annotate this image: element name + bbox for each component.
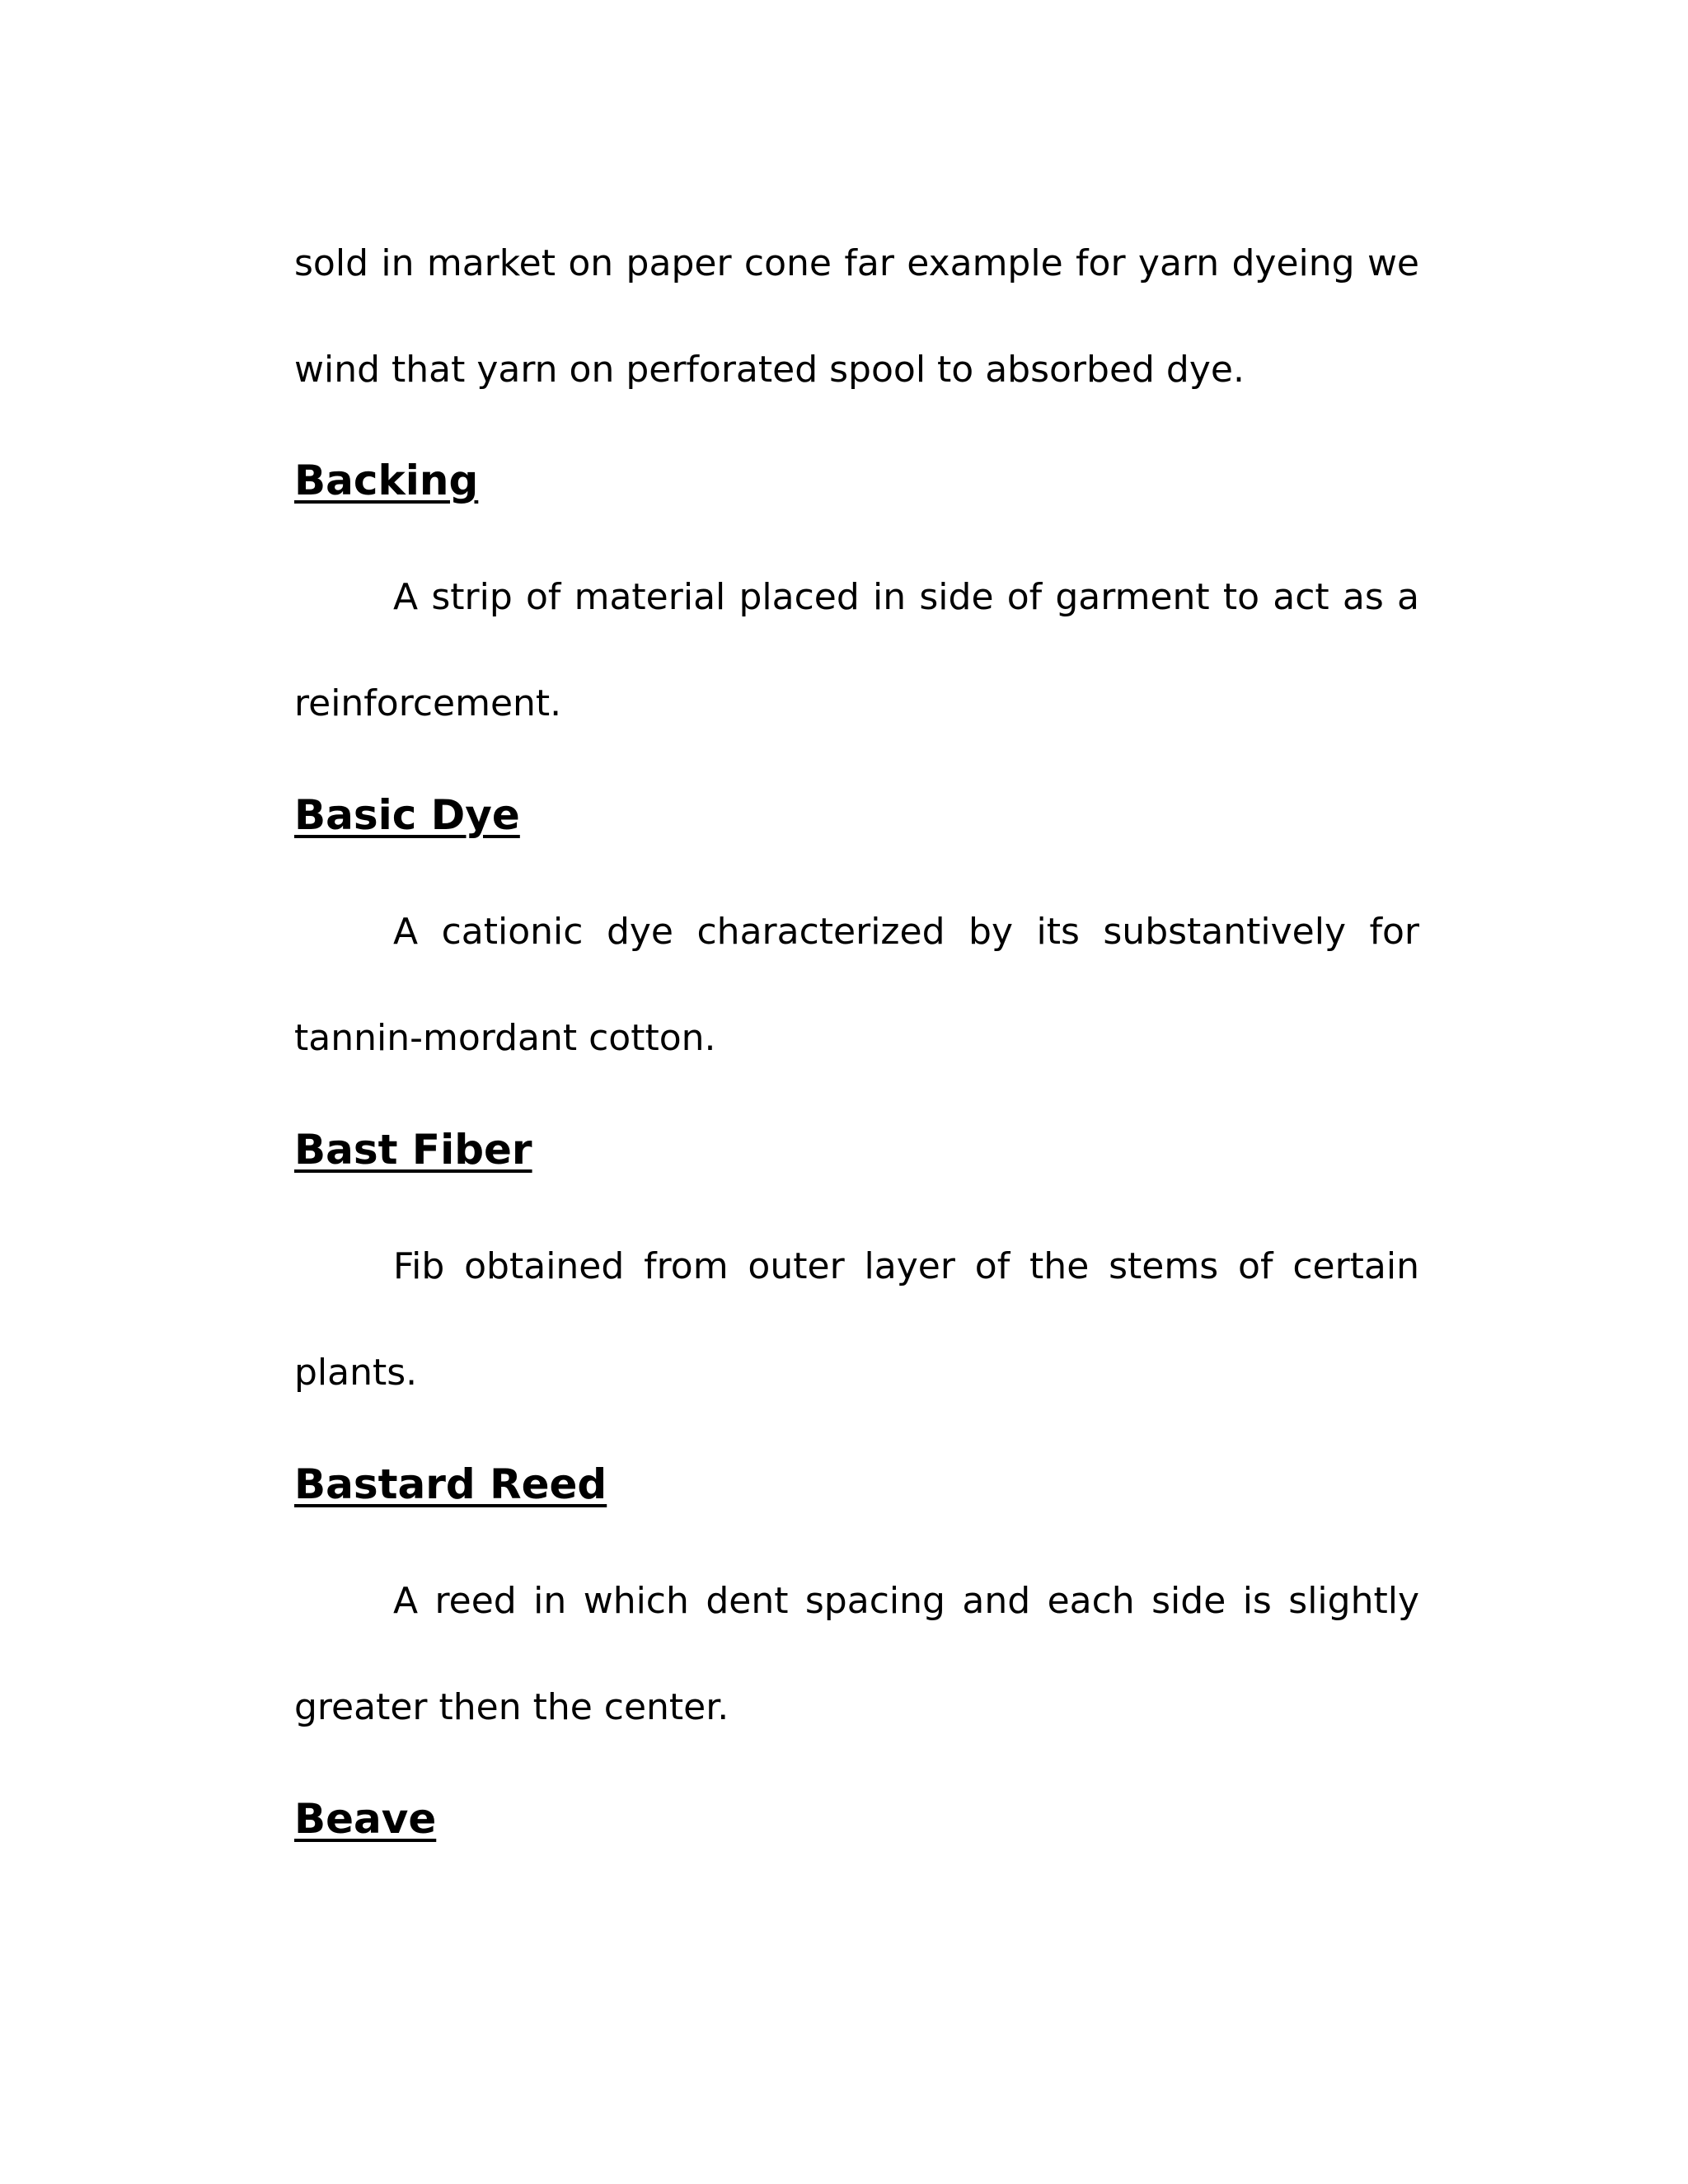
definition-line-bastard-reed-1: A reed in which dent spacing and each side is slightly <box>393 1580 1419 1622</box>
term-heading-bast-fiber: Bast Fiber <box>294 1126 532 1174</box>
term-heading-beave: Beave <box>294 1795 437 1843</box>
definition-line-bast-fiber-2: plants. <box>294 1352 418 1394</box>
term-heading-backing: Backing <box>294 457 479 504</box>
definition-line-basic-dye-1: A cationic dye characterized by its substantively for <box>393 911 1419 953</box>
document-page <box>294 0 1419 2184</box>
intro-line-1: sold in market on paper cone far example for yarn dyeing we <box>294 242 1419 284</box>
definition-line-backing-1: A strip of material placed in side of garment to act as a <box>393 576 1419 618</box>
term-heading-basic-dye: Basic Dye <box>294 791 520 839</box>
definition-line-basic-dye-2: tannin-mordant cotton. <box>294 1017 716 1059</box>
definition-line-bast-fiber-1: Fib obtained from outer layer of the stems of certain <box>393 1245 1419 1287</box>
definition-line-bastard-reed-2: greater then the center. <box>294 1686 729 1728</box>
term-heading-bastard-reed: Bastard Reed <box>294 1460 607 1508</box>
definition-line-backing-2: reinforcement. <box>294 682 562 724</box>
intro-line-2: wind that yarn on perforated spool to absorbed dye. <box>294 349 1245 391</box>
